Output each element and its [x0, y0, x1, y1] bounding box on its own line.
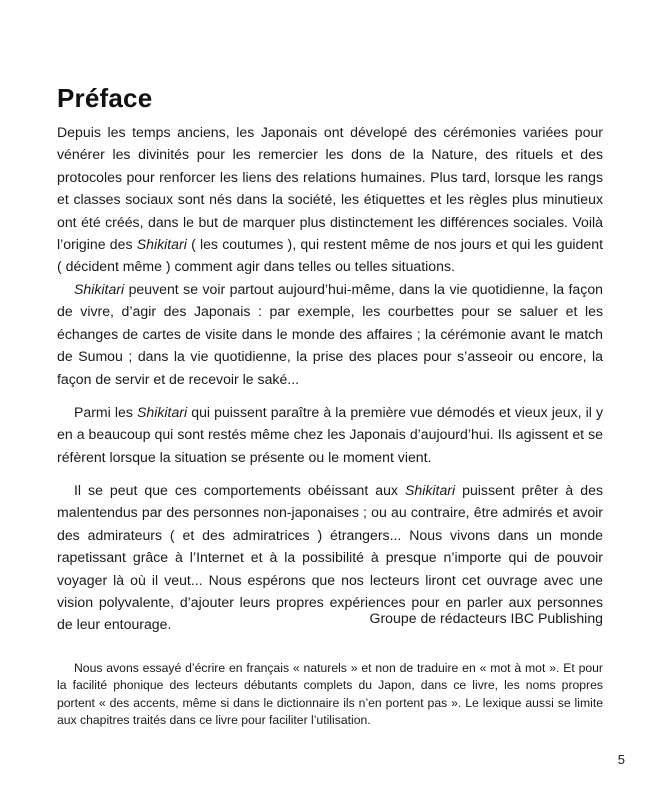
page-number: 5: [617, 752, 625, 767]
translator-note: Nous avons essayé d’écrire en français « naturels » et non de traduire en « mot à mot ». Et pour la facilité phonique des lecteurs débutants complets du Japon, dans ce livre, les noms propres portent « des accents, même si dans le dictionnaire ils n’en portent pas ». Le lexique aussi se limite aux chapitres traités dans ce livre pour faciliter l’utilisation.: [57, 661, 603, 728]
paragraph-1-text-a: Depuis les temps anciens, les Japonais ont dévelopé des cérémonies variées pour vénérer les divinités pour les remercier les dons de la Nature, des rituels et des protocoles pour renforcer les liens des relations humaines. Plus tard, lorsque les rangs et classes sociaux sont nés dans la société, les étiquettes et les règles plus minutieux ont été créés, dans le but de marquer plus distinctement les différences sociales. Voilà l’origine des: [57, 124, 603, 253]
paragraph-4-text-b: puissent prêter à des malentendus par des personnes non-japonaises ; ou au contraire, être admirés et avoir des admirateurs ( et des admiratrices ) étrangers... Nous vivons dans un monde rapetissant grâce à l’Internet et à la possibilité à presque n’importe qui de pouvoir voyager là où il veut... Nous espérons que nos lecteurs liront cet ouvrage avec une vision polyvalente, d’ajouter leurs propres expériences pour en parler aux personnes de leur entourage.: [57, 482, 603, 633]
paragraph-4-text-a: Il se peut que ces comportements obéissant aux: [74, 482, 405, 498]
signature: Groupe de rédacteurs IBC Publishing: [369, 610, 603, 626]
paragraph-1: [57, 121, 603, 278]
paragraph-3-text-a: Parmi les: [74, 404, 137, 420]
paragraph-4-term: Shikitari: [404, 482, 456, 498]
paragraph-1-text-b: ( les coutumes ), qui restent même de nos jours et qui les guident ( décident même ) comment agir dans telles ou telles situations.: [57, 236, 603, 275]
paragraph-1-term: Shikitari: [136, 236, 187, 253]
paragraph-3: [57, 401, 603, 468]
paragraph-2: [57, 278, 603, 390]
paragraph-3-term: Shikitari: [137, 404, 188, 420]
paragraph-3-text-b: qui puissent paraître à la première vue démodés et vieux jeux, il y en a beaucoup qui sont restés même chez les Japonais d’aujourd’hui. Ils agissent et se réfèrent lorsque la situation se présente ou le moment vient.: [57, 404, 603, 465]
page-title: Préface: [57, 83, 153, 113]
paragraph-2-text-a: peuvent se voir partout aujourd’hui-même, dans la vie quotidienne, la façon de vivre, d’agir des Japonais : par exemple, les courbettes pour se saluer et les échanges de cartes de visite dans le monde des affaires ; la cérémonie avant le match de Sumou ; dans la vie quotidienne, la prise des places pour s’asseoir ou encore, la façon de servir et de recevoir le saké...: [57, 281, 603, 387]
paragraph-2-term: Shikitari: [74, 281, 125, 297]
